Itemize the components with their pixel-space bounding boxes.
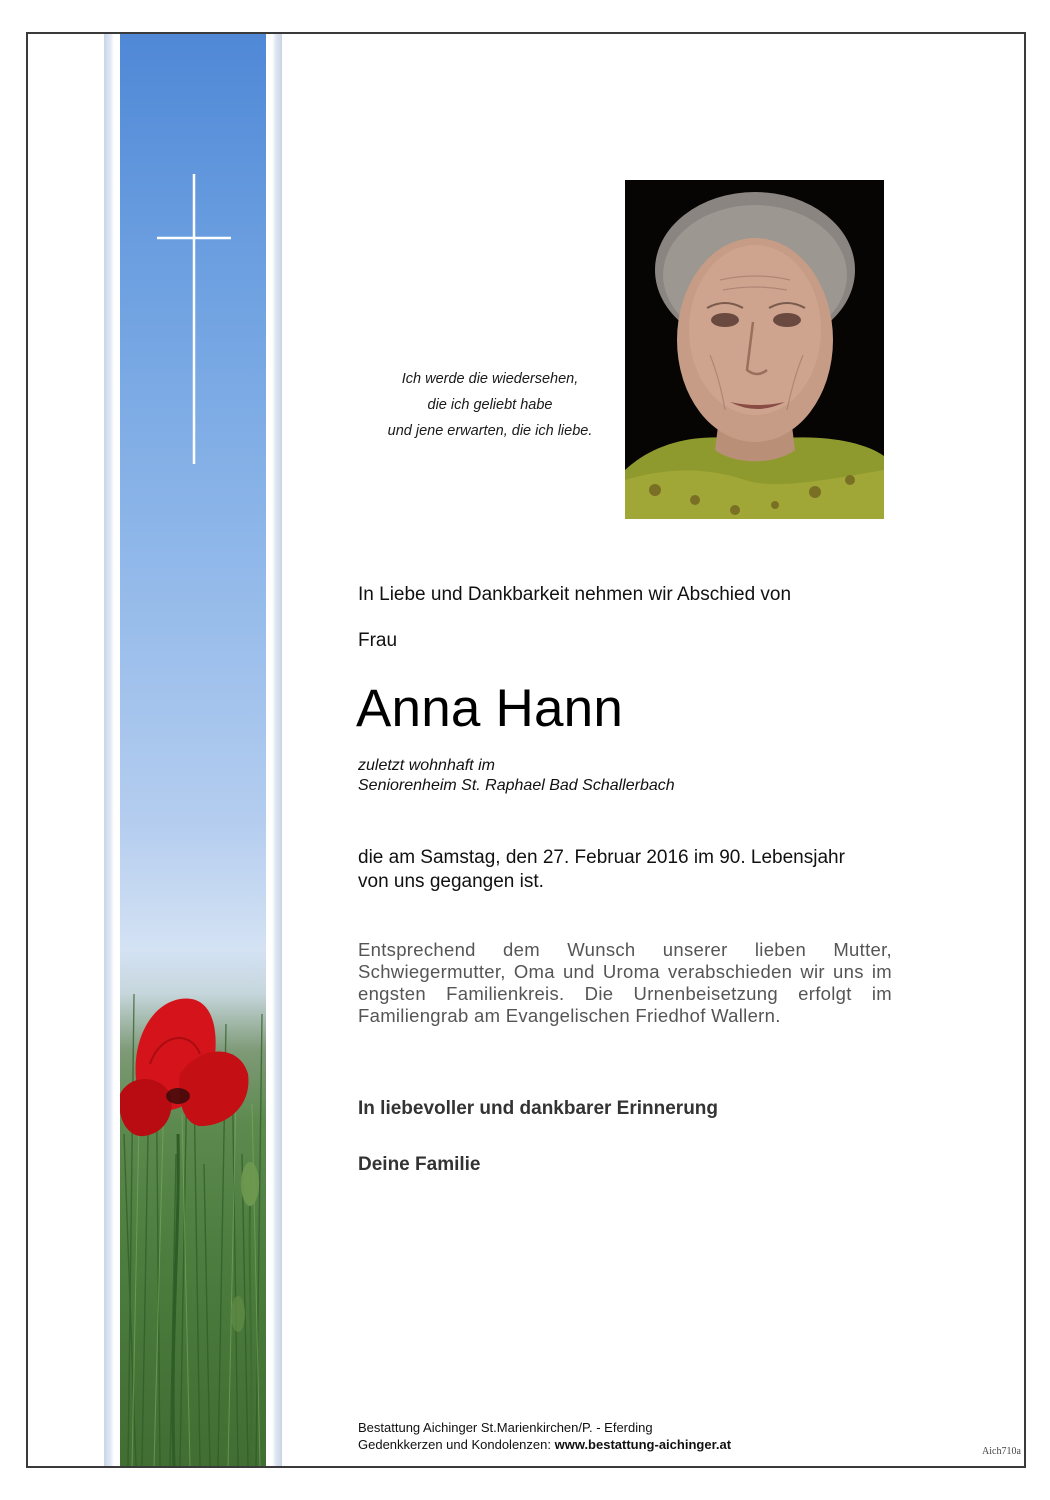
salutation: Frau — [358, 630, 398, 651]
funeral-notice — [358, 939, 892, 1027]
family-signature: Deine Familie — [358, 1154, 481, 1175]
poppy-flower-image — [120, 998, 248, 1136]
death-info — [358, 846, 845, 894]
condolence-label: Gedenkkerzen und Kondolenzen: — [358, 1437, 555, 1452]
notice-line: Schwiegermutter, Oma und Uroma verabschieden wir uns im — [358, 961, 892, 982]
notice-line: Entsprechend dem Wunsch unserer lieben Mutter, — [358, 939, 892, 960]
decorative-band — [120, 34, 266, 1466]
cross-icon — [157, 174, 231, 464]
notice-line: Familiengrab am Evangelischen Friedhof Wallern. — [358, 1005, 781, 1026]
notice-line: engsten Familienkreis. Die Urnenbeisetzung erfolgt im — [358, 983, 892, 1004]
death-line: von uns gegangen ist. — [358, 871, 544, 892]
funeral-home-info: Bestattung Aichinger St.Marienkirchen/P. - Eferding — [358, 1420, 653, 1435]
deceased-name: Anna Hann — [356, 679, 624, 738]
portrait-photo — [625, 180, 884, 519]
residence-info — [358, 756, 675, 796]
quote-block — [355, 366, 625, 444]
quote-line: Ich werde die wiedersehen, — [401, 371, 579, 387]
residence-line: Seniorenheim St. Raphael Bad Schallerbach — [358, 777, 675, 794]
intro-text: In Liebe und Dankbarkeit nehmen wir Abschied von — [358, 584, 792, 605]
death-line: die am Samstag, den 27. Februar 2016 im 90. Lebensjahr — [358, 847, 845, 868]
memory-text: In liebevoller und dankbarer Erinnerung — [358, 1098, 719, 1119]
document-code: Aich710a — [982, 1446, 1021, 1457]
condolence-info — [358, 1437, 731, 1452]
website-link[interactable]: www.bestattung-aichinger.at — [554, 1437, 732, 1452]
residence-line: zuletzt wohnhaft im — [358, 757, 495, 774]
quote-line: die ich geliebt habe — [427, 397, 553, 413]
quote-line: und jene erwarten, die ich liebe. — [387, 423, 593, 439]
